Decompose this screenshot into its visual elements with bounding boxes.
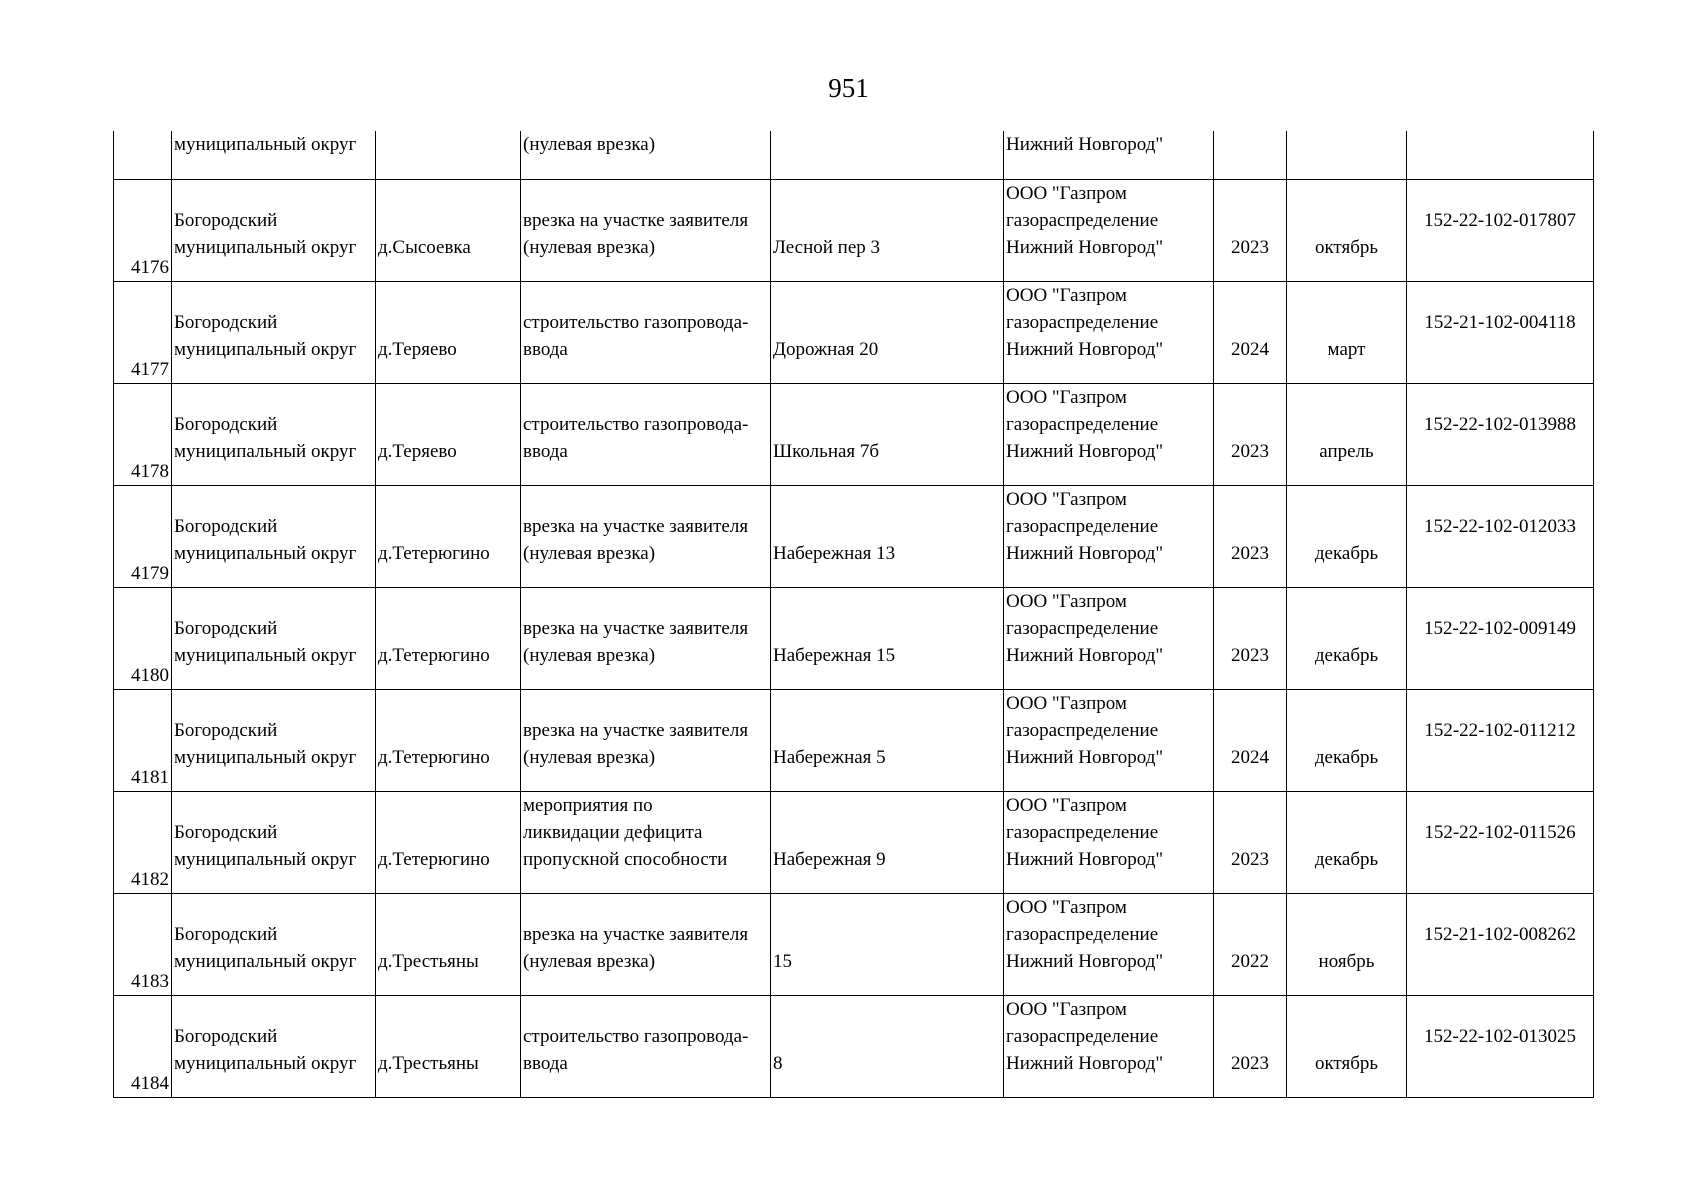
table-body	[114, 131, 1594, 1098]
cell-village: д.Тетерюгино	[376, 486, 521, 588]
table-row	[114, 792, 1594, 894]
cell-organization: ООО "Газпром газораспределение Нижний Новгород"	[1004, 996, 1214, 1098]
cell-month: октябрь	[1287, 996, 1407, 1098]
cell-organization: ООО "Газпром газораспределение Нижний Новгород"	[1004, 588, 1214, 690]
cell-month: декабрь	[1287, 690, 1407, 792]
cell-num: 4181	[114, 690, 172, 792]
table-row	[114, 996, 1594, 1098]
cell-work: строительство газопровода- ввода	[521, 996, 771, 1098]
table-row	[114, 384, 1594, 486]
table-row	[114, 894, 1594, 996]
cell-num: 4179	[114, 486, 172, 588]
cell-work: строительство газопровода- ввода	[521, 282, 771, 384]
cell-code: 152-22-102-011526	[1407, 792, 1594, 894]
cell-code: 152-22-102-009149	[1407, 588, 1594, 690]
cell-village: д.Теряево	[376, 282, 521, 384]
cell-month: ноябрь	[1287, 894, 1407, 996]
cell-year	[1214, 131, 1287, 180]
cell-district: Богородский муниципальный округ	[172, 996, 376, 1098]
cell-organization: ООО "Газпром газораспределение Нижний Новгород"	[1004, 486, 1214, 588]
cell-month: декабрь	[1287, 792, 1407, 894]
registry-table	[113, 131, 1594, 1098]
cell-year: 2023	[1214, 384, 1287, 486]
cell-district: Богородский муниципальный округ	[172, 180, 376, 282]
cell-month: декабрь	[1287, 486, 1407, 588]
cell-num: 4178	[114, 384, 172, 486]
cell-district: Богородский муниципальный округ	[172, 792, 376, 894]
cell-work: мероприятия по ликвидации дефицита пропускной способности	[521, 792, 771, 894]
cell-address: Школьная 7б	[771, 384, 1004, 486]
cell-address: Набережная 13	[771, 486, 1004, 588]
page-number: 951	[828, 73, 869, 103]
cell-district: Богородский муниципальный округ	[172, 282, 376, 384]
table-row	[114, 180, 1594, 282]
cell-work: врезка на участке заявителя (нулевая врезка)	[521, 894, 771, 996]
cell-year: 2023	[1214, 180, 1287, 282]
cell-district: Богородский муниципальный округ	[172, 690, 376, 792]
cell-district: Богородский муниципальный округ	[172, 384, 376, 486]
cell-address	[771, 131, 1004, 180]
cell-num: 4182	[114, 792, 172, 894]
cell-village: д.Трестьяны	[376, 996, 521, 1098]
cell-year: 2024	[1214, 690, 1287, 792]
cell-work: строительство газопровода- ввода	[521, 384, 771, 486]
cell-district: Богородский муниципальный округ	[172, 894, 376, 996]
cell-district: Богородский муниципальный округ	[172, 588, 376, 690]
cell-year: 2022	[1214, 894, 1287, 996]
cell-address: 15	[771, 894, 1004, 996]
cell-num: 4183	[114, 894, 172, 996]
cell-address: Набережная 5	[771, 690, 1004, 792]
cell-organization: ООО "Газпром газораспределение Нижний Новгород"	[1004, 792, 1214, 894]
cell-year: 2023	[1214, 996, 1287, 1098]
cell-address: 8	[771, 996, 1004, 1098]
cell-organization: ООО "Газпром газораспределение Нижний Новгород"	[1004, 894, 1214, 996]
cell-organization: ООО "Газпром газораспределение Нижний Новгород"	[1004, 282, 1214, 384]
cell-month: апрель	[1287, 384, 1407, 486]
cell-village: д.Тетерюгино	[376, 690, 521, 792]
cell-year: 2024	[1214, 282, 1287, 384]
cell-code: 152-22-102-017807	[1407, 180, 1594, 282]
cell-district: муниципальный округ	[172, 131, 376, 180]
cell-village: д.Трестьяны	[376, 894, 521, 996]
cell-code: 152-22-102-013025	[1407, 996, 1594, 1098]
cell-month: октябрь	[1287, 180, 1407, 282]
cell-code: 152-22-102-012033	[1407, 486, 1594, 588]
cell-village: д.Тетерюгино	[376, 588, 521, 690]
table-row	[114, 486, 1594, 588]
cell-address: Лесной пер 3	[771, 180, 1004, 282]
cell-code: 152-22-102-011212	[1407, 690, 1594, 792]
cell-organization: ООО "Газпром газораспределение Нижний Новгород"	[1004, 180, 1214, 282]
cell-num	[114, 131, 172, 180]
cell-num: 4176	[114, 180, 172, 282]
cell-organization: ООО "Газпром газораспределение Нижний Новгород"	[1004, 690, 1214, 792]
cell-address: Дорожная 20	[771, 282, 1004, 384]
cell-work: врезка на участке заявителя (нулевая врезка)	[521, 180, 771, 282]
cell-address: Набережная 9	[771, 792, 1004, 894]
cell-district: Богородский муниципальный округ	[172, 486, 376, 588]
continuation-row	[114, 131, 1594, 180]
cell-village: д.Тетерюгино	[376, 792, 521, 894]
cell-code: 152-22-102-013988	[1407, 384, 1594, 486]
cell-num: 4180	[114, 588, 172, 690]
cell-year: 2023	[1214, 486, 1287, 588]
cell-month	[1287, 131, 1407, 180]
cell-month: декабрь	[1287, 588, 1407, 690]
cell-year: 2023	[1214, 588, 1287, 690]
cell-code: 152-21-102-004118	[1407, 282, 1594, 384]
cell-num: 4184	[114, 996, 172, 1098]
cell-year: 2023	[1214, 792, 1287, 894]
cell-village	[376, 131, 521, 180]
cell-organization: ООО "Газпром газораспределение Нижний Новгород"	[1004, 384, 1214, 486]
cell-work: врезка на участке заявителя (нулевая врезка)	[521, 486, 771, 588]
cell-work: врезка на участке заявителя (нулевая врезка)	[521, 690, 771, 792]
cell-code: 152-21-102-008262	[1407, 894, 1594, 996]
cell-num: 4177	[114, 282, 172, 384]
table-row	[114, 588, 1594, 690]
cell-village: д.Сысоевка	[376, 180, 521, 282]
table-row	[114, 690, 1594, 792]
cell-address: Набережная 15	[771, 588, 1004, 690]
table-row	[114, 282, 1594, 384]
cell-month: март	[1287, 282, 1407, 384]
cell-organization: Нижний Новгород"	[1004, 131, 1214, 180]
cell-work: (нулевая врезка)	[521, 131, 771, 180]
cell-village: д.Теряево	[376, 384, 521, 486]
cell-code	[1407, 131, 1594, 180]
cell-work: врезка на участке заявителя (нулевая врезка)	[521, 588, 771, 690]
